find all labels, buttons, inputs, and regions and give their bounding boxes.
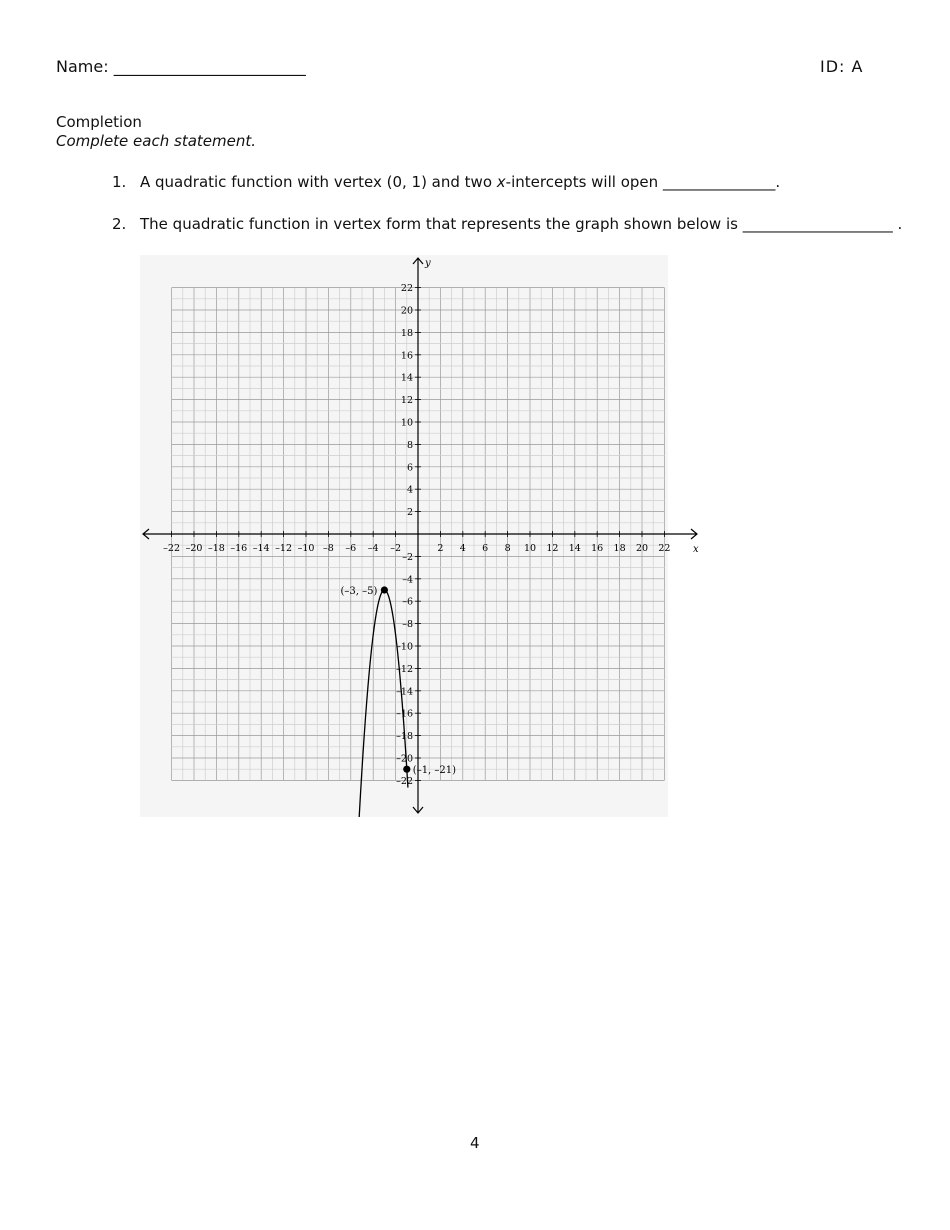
x-tick-label: 12 xyxy=(546,543,559,554)
y-tick-label: –8 xyxy=(402,619,413,631)
question-1-number: 1. xyxy=(112,173,127,191)
x-tick-label: 10 xyxy=(523,543,537,554)
x-axis-label: x xyxy=(693,544,699,555)
y-tick-label: –10 xyxy=(396,641,413,653)
x-tick-label: –22 xyxy=(163,543,181,554)
point-label: (–3, –5) xyxy=(340,586,378,597)
question-1-text-after: -intercepts will open _______________. xyxy=(505,173,781,191)
y-tick-label: 14 xyxy=(400,372,413,384)
y-tick-label: 18 xyxy=(400,327,413,339)
x-tick-label: –14 xyxy=(252,543,270,554)
y-tick-label: 4 xyxy=(406,484,413,496)
page-number: 4 xyxy=(470,1134,480,1152)
y-tick-label: 20 xyxy=(400,305,413,317)
x-tick-label: 20 xyxy=(635,543,649,554)
test-id: ID: A xyxy=(820,57,864,76)
x-tick-label: –12 xyxy=(275,543,293,554)
y-tick-label: –22 xyxy=(396,775,413,787)
y-tick-label: 10 xyxy=(400,417,413,429)
section-title: Completion xyxy=(56,113,142,131)
x-tick-label: 8 xyxy=(504,543,511,554)
y-tick-label: –12 xyxy=(396,663,413,675)
y-axis-label: y xyxy=(425,258,431,269)
name-blank: ________________________ xyxy=(113,57,306,76)
x-tick-label: –18 xyxy=(207,543,225,554)
name-label: Name: xyxy=(56,57,109,76)
y-tick-label: –2 xyxy=(402,551,413,563)
y-tick-label: –18 xyxy=(396,731,413,743)
question-2-number: 2. xyxy=(112,215,127,233)
x-tick-label: 14 xyxy=(568,543,581,554)
x-tick-label: 6 xyxy=(482,543,489,554)
y-tick-label: –6 xyxy=(402,596,413,608)
x-tick-label: 2 xyxy=(437,543,444,554)
x-tick-label: 4 xyxy=(459,543,466,554)
y-tick-label: –14 xyxy=(396,686,413,698)
y-tick-label: 12 xyxy=(400,395,413,407)
x-tick-label: –20 xyxy=(185,543,203,554)
y-tick-label: 16 xyxy=(400,350,413,362)
section-instructions: Complete each statement. xyxy=(56,132,256,150)
data-point xyxy=(381,586,388,593)
x-tick-label: –2 xyxy=(390,543,401,554)
y-tick-label: 8 xyxy=(406,439,413,451)
x-tick-label: 22 xyxy=(658,543,671,554)
data-point xyxy=(403,766,410,773)
point-label: (–1, –21) xyxy=(412,765,457,777)
question-1-text-before: A quadratic function with vertex (0, 1) and two xyxy=(140,173,497,191)
x-tick-label: –6 xyxy=(345,543,357,554)
x-tick-label: –10 xyxy=(297,543,315,554)
y-tick-label: 22 xyxy=(400,283,413,295)
name-field xyxy=(56,57,306,76)
y-tick-label: 6 xyxy=(406,462,413,474)
x-tick-label: –4 xyxy=(367,543,379,554)
y-tick-label: –16 xyxy=(396,708,413,720)
x-tick-label: –8 xyxy=(323,543,334,554)
x-tick-label: 18 xyxy=(613,543,626,554)
x-tick-label: 16 xyxy=(591,543,604,554)
y-tick-label: –4 xyxy=(402,574,413,586)
y-tick-label: –20 xyxy=(396,753,413,765)
question-1-italic-variable: x xyxy=(496,173,506,191)
y-tick-label: 2 xyxy=(406,507,413,519)
coordinate-graph xyxy=(140,255,700,817)
x-tick-label: –16 xyxy=(230,543,248,554)
question-1 xyxy=(112,173,780,191)
question-2 xyxy=(112,215,902,233)
question-2-text: The quadratic function in vertex form that represents the graph shown below is ____________________ . xyxy=(140,215,903,233)
